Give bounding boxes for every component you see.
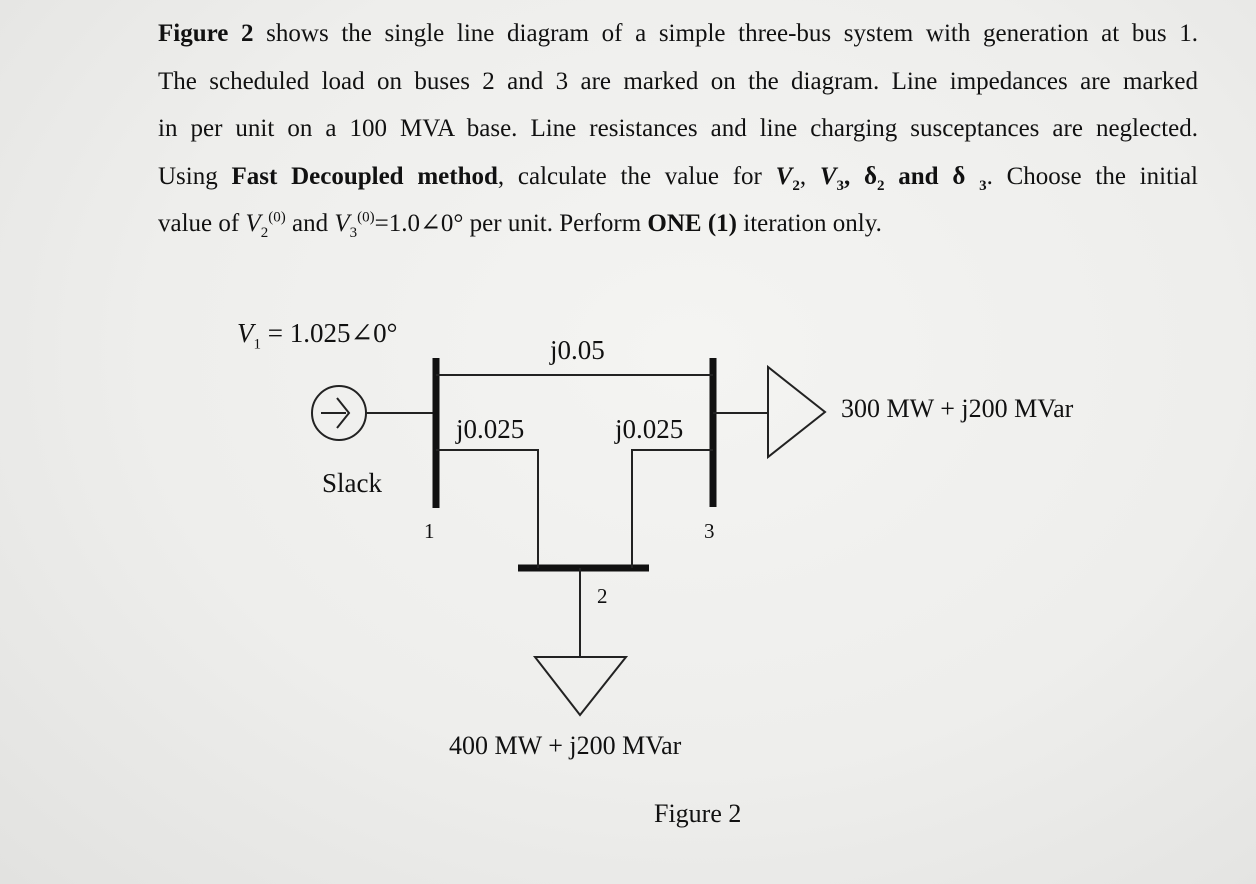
line-1-3-impedance: j0.05	[550, 335, 605, 365]
slack-voltage-label	[237, 318, 398, 353]
iteration-count: ONE (1)	[647, 210, 737, 237]
variable-delta: , δ	[844, 162, 878, 190]
method-name: Fast Decoupled method	[231, 162, 498, 190]
subscript: 3	[349, 225, 358, 241]
line-2-3	[632, 450, 713, 568]
problem-text: value of	[158, 210, 246, 237]
bus-3-load-label: 300 MW + j200 MVar	[841, 394, 1074, 423]
line-1-2-impedance: j0.025	[456, 414, 525, 444]
bus-1-label: 1	[424, 519, 435, 543]
variable-v: V	[334, 210, 350, 237]
problem-text: Using	[158, 162, 232, 190]
bus-2-load-label: 400 MW + j200 MVar	[449, 731, 682, 760]
problem-text: =1.0∠0° per unit. Perform	[374, 210, 648, 237]
variable-v: V	[775, 162, 793, 190]
problem-text: shows the single line diagram of a simple three-bus system with generation at bus 1.	[253, 20, 1198, 47]
subscript: 3	[836, 177, 845, 194]
voltage-symbol: V	[237, 318, 254, 348]
figure-caption: Figure 2	[654, 799, 742, 828]
voltage-value: = 1.025∠0°	[261, 318, 398, 348]
problem-line-3: in per unit on a 100 MVA base. Line resistances and line charging susceptances are neglected.	[158, 115, 1198, 142]
subscript: 2	[260, 225, 269, 241]
variable-v: V	[819, 162, 837, 190]
load-3-arrow-icon	[768, 367, 825, 457]
problem-text: ,	[799, 162, 820, 190]
superscript: (0)	[268, 209, 286, 226]
subscript: 2	[792, 177, 800, 194]
slack-label: Slack	[322, 468, 382, 498]
problem-line-2: The scheduled load on buses 2 and 3 are marked on the diagram. Line impedances are marked	[158, 67, 1198, 95]
variable-delta: and δ	[884, 162, 980, 190]
line-1-2	[436, 450, 538, 568]
voltage-subscript: 1	[253, 336, 261, 353]
problem-text: iteration only.	[737, 210, 882, 237]
subscript: 2	[877, 177, 885, 194]
figure-reference: Figure 2	[158, 20, 254, 47]
generator-symbol	[321, 398, 349, 428]
problem-text: and	[285, 210, 335, 237]
subscript: 3	[979, 177, 987, 194]
variable-v: V	[245, 210, 261, 237]
problem-text: . Choose the initial	[986, 162, 1198, 190]
bus-2-label: 2	[597, 584, 608, 608]
load-2-arrow-icon	[535, 657, 626, 715]
line-2-3-impedance: j0.025	[615, 414, 684, 444]
superscript: (0)	[357, 209, 375, 226]
bus-3-label: 3	[704, 519, 715, 543]
problem-text: , calculate the value for	[497, 162, 776, 190]
